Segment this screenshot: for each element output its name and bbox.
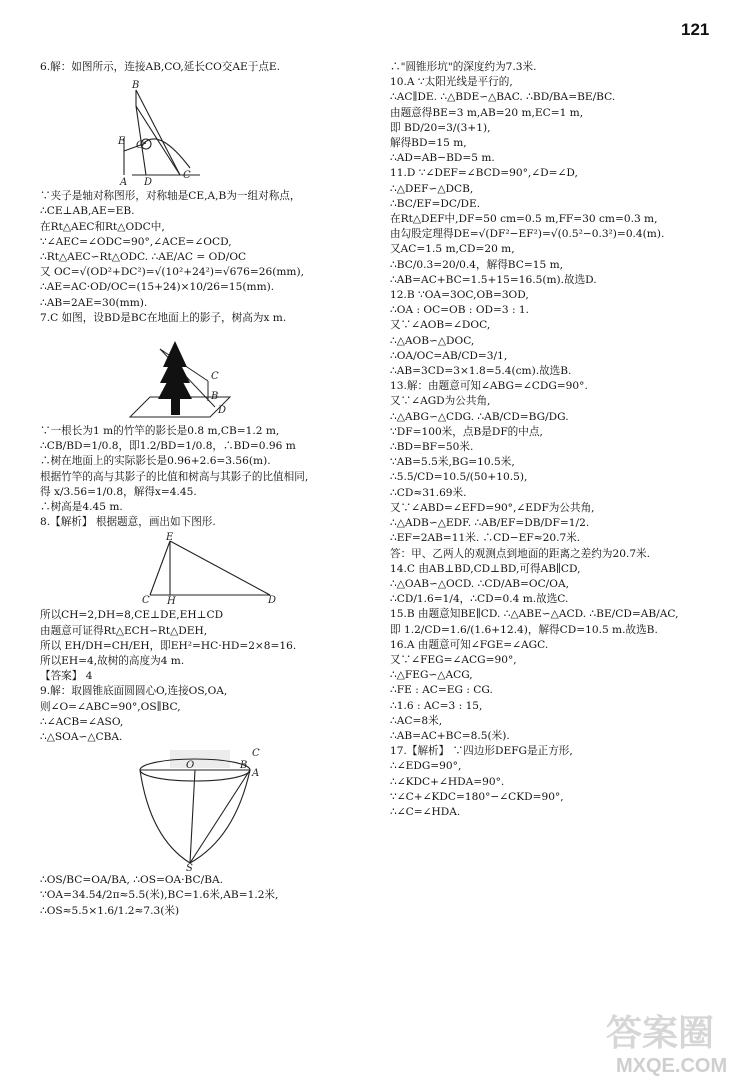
sol-13-line-9: 又∵∠ABD=∠EFD=90°,∠EDF为公共角, <box>390 501 595 514</box>
sol-6-line-8: ∴AE=AC·OD/OC=(15+24)×10/26=15(mm). <box>40 281 275 294</box>
sol-10-line-2: ∴AC∥DE. ∴△BDE∽△BAC. ∴BD/BA=BE/BC. <box>390 91 616 104</box>
sol-9-line-4: ∴△SOA∽△CBA. <box>40 731 123 744</box>
sol-11-line-8: ∴AB=AC+BC=1.5+15=16.5(m).故选D. <box>390 273 597 286</box>
sol-11-line-1: 11.D ∵∠DEF=∠BCD=90°,∠D=∠D, <box>390 167 578 180</box>
sol-17-line-1: 17.【解析】 ∵四边形DEFG是正方形, <box>390 745 573 758</box>
sol-13-line-6: ∵AB=5.5米,BG=10.5米, <box>390 456 515 469</box>
sol-7-line-4: ∴树在地面上的实际影长是0.96+2.6=3.56(m). <box>40 455 271 468</box>
sol-13-line-4: ∵DF=100米，点B是DF的中点, <box>390 425 543 438</box>
sol-14-line-1: 14.C 由AB⊥BD,CD⊥BD,可得AB∥CD, <box>390 562 581 575</box>
sol-13-line-11: ∴EF=2AB=11米. ∴CD−EF≈20.7米. <box>390 532 581 545</box>
figure-7-tree <box>40 329 227 421</box>
sol-14-line-2: ∴△OAB∽△OCD. ∴CD/AB=OC/OA, <box>390 577 569 590</box>
sol-8-line-5: 所以EH=4,故树的高度为4 m. <box>40 655 185 668</box>
sol-15-line-1: 15.B 由题意知BE∥CD. ∴△ABE∽△ACD. ∴BE/CD=AB/AC, <box>390 608 679 621</box>
page-number: 121 <box>681 20 710 39</box>
sol-9-line-2: 则∠O=∠ABC=90°,OS∥BC, <box>40 700 181 713</box>
sol-13-line-10: ∴△ADB∽△EDF. ∴AB/EF=DB/DF=1/2. <box>390 517 590 530</box>
sol-17-line-2: ∴∠EDG=90°, <box>390 760 462 773</box>
sol-9-line-3: ∴∠ACB=∠ASO, <box>40 715 124 728</box>
sol-17-line-3: ∴∠KDC+∠HDA=90°. <box>390 775 505 788</box>
sol-7-line-7: ∴树高是4.45 m. <box>40 501 123 514</box>
sol-10-line-4: 即 BD/20=3/(3+1), <box>390 121 491 134</box>
label-D: D <box>268 595 277 607</box>
sol-12-line-3: 又∵∠AOB=∠DOC, <box>390 319 491 332</box>
sol-7-line-1: 7.C 如图，设BD是BC在地面上的影子，树高为x m. <box>40 311 287 324</box>
sol-13-answer: 答：甲、乙两人的观测点到地面的距离之差约为20.7米. <box>390 547 651 560</box>
sol-12-line-5: ∴OA/OC=AB/CD=3/1, <box>390 349 508 362</box>
sol-11-line-7: ∴BC/0.3=20/0.4，解得BC=15 m, <box>390 258 564 271</box>
sol-17-line-5: ∴∠C=∠HDA. <box>390 805 461 818</box>
sol-6-line-2: ∵夹子是轴对称图形，对称轴是CE,A,B为一组对称点， <box>40 190 301 203</box>
sol-13-line-3: ∴△ABG∽△CDG. ∴AB/CD=BG/DG. <box>390 410 569 423</box>
sol-7-line-6: 得 x/3.56=1/0.8，解得x=4.45. <box>40 485 197 498</box>
sol-16-line-3: ∴△FEG∽△ACG, <box>390 669 473 682</box>
sol-6-line-1: 6.解：如图所示，连接AB,CO,延长CO交AE于点E. <box>40 61 281 73</box>
sol-7-line-5: 根据竹竿的高与其影子的比值和树高与其影子的比值相同, <box>40 470 309 483</box>
sol-9-line-6: ∵OA=34.54/2π≈5.5(米),BC=1.6米,AB=1.2米, <box>40 889 279 902</box>
label-A: A <box>252 768 260 780</box>
label-E: E <box>166 532 174 544</box>
label-D: D <box>218 405 227 417</box>
sol-11-line-4: 在Rt△DEF中,DF=50 cm=0.5 m,FF=30 cm=0.3 m, <box>390 213 658 226</box>
label-C: C <box>252 748 260 760</box>
figure-9-cone-pit <box>40 748 260 875</box>
sol-6-line-5: ∵∠AEC=∠ODC=90°,∠ACE=∠OCD, <box>40 235 232 248</box>
sol-11-line-5: 由勾股定理得DE=√(DF²−EF²)=√(0.5²−0.3²)=0.4(m). <box>390 228 665 241</box>
sol-13-line-2: 又∵∠AGD为公共角, <box>390 395 491 408</box>
label-O: O <box>136 140 145 152</box>
sol-10-line-1: 10.A ∵太阳光线是平行的, <box>390 76 513 89</box>
right-column <box>390 60 720 820</box>
label-C: C <box>142 595 150 607</box>
label-B: B <box>132 80 140 92</box>
sol-14-line-3: ∴CD/1.6=1/4，∴CD=0.4 m.故选C. <box>390 593 569 606</box>
label-A: A <box>120 177 128 189</box>
sol-17-line-4: ∵∠C+∠KDC=180°−∠CKD=90°, <box>390 790 564 803</box>
sol-9-line-7: ∴OS≈5.5×1.6/1.2≈7.3(米) <box>40 904 180 917</box>
sol-10-line-5: 解得BD=15 m, <box>390 137 467 150</box>
sol-13-line-1: 13.解：由题意可知∠ABG=∠CDG=90°. <box>390 380 588 393</box>
sol-9-line-5: ∴OS/BC=OA/BA, ∴OS=OA·BC/BA. <box>40 874 224 887</box>
figure-6-clip <box>40 78 200 189</box>
sol-16-line-5: ∴1.6 : AC=3 : 15, <box>390 699 483 712</box>
sol-7-line-3: ∴CB/BD=1/0.8，即1.2/BD=1/0.8，∴BD=0.96 m <box>40 440 296 453</box>
sol-11-line-3: ∴BC/EF=DC/DE. <box>390 197 481 210</box>
sol-12-line-4: ∴△AOB∽△DOC, <box>390 334 475 347</box>
sol-6-line-6: ∴Rt△AEC∽Rt△ODC. ∴AE/AC = OD/OC <box>40 251 247 264</box>
sol-6-line-9: ∴AB=2AE=30(mm). <box>40 296 148 309</box>
sol-8-line-4: 所以 EH/DH=CH/EH，即EH²=HC·HD=2×8=16. <box>40 639 297 652</box>
left-column <box>40 60 370 919</box>
watermark-logo <box>598 1005 748 1083</box>
sol-13-line-8: ∴CD≈31.69米. <box>390 486 467 499</box>
sol-8-line-2: 所以CH=2,DH=8,CE⊥DE,EH⊥CD <box>40 609 224 622</box>
sol-16-line-4: ∴FE : AC=EG : CG. <box>390 684 493 697</box>
sol-16-line-2: 又∵∠FEG=∠ACG=90°, <box>390 653 517 666</box>
sol-11-line-6: 又AC=1.5 m,CD=20 m, <box>390 243 515 256</box>
label-C: C <box>211 371 219 383</box>
sol-6-line-3: ∴CE⊥AB,AE=EB. <box>40 205 135 218</box>
label-H: H <box>167 596 176 608</box>
sol-9-line-1: 9.解：取圆锥底面圆圆心O,连接OS,OA, <box>40 685 228 698</box>
sol-13-line-5: ∴BD=BF=50米. <box>390 441 474 454</box>
label-B: B <box>240 760 248 772</box>
sol-10-line-3: 由题意得BE=3 m,AB=20 m,EC=1 m, <box>390 106 584 119</box>
sol-16-line-1: 16.A 由题意可知∠FGE=∠AGC. <box>390 638 549 651</box>
sol-12-line-6: ∴AB=3CD=3×1.8=5.4(cm).故选B. <box>390 365 572 378</box>
label-C: C <box>183 170 191 182</box>
label-D: D <box>144 177 153 189</box>
sol-6-line-4: 在Rt△AEC和Rt△ODC中, <box>40 220 165 233</box>
sol-16-line-6: ∴AC=8米, <box>390 714 443 727</box>
sol-7-line-2: ∵一根长为1 m的竹竿的影长是0.8 m,CB=1.2 m, <box>40 425 280 438</box>
sol-15-line-2: 即 1.2/CD=1.6/(1.6+12.4)，解得CD=10.5 m.故选B. <box>390 623 658 636</box>
label-B: B <box>211 391 219 403</box>
sol-8-answer: 【答案】 4 <box>40 670 93 683</box>
sol-10-line-6: ∴AD=AB−BD=5 m. <box>390 152 495 165</box>
watermark-url: MXQE.COM <box>616 1055 728 1077</box>
label-E: E <box>118 136 126 148</box>
figure-8-triangle <box>40 532 277 608</box>
sol-12-line-1: 12.B ∵OA=3OC,OB=3OD, <box>390 289 529 302</box>
sol-6-line-7: 又 OC=√(OD²+DC²)=√(10²+24²)=√676=26(mm), <box>40 266 304 279</box>
sol-8-line-1: 8.【解析】 根据题意，画出如下图形. <box>40 516 216 529</box>
watermark-text: 答案圈 <box>606 1012 715 1053</box>
sol-11-line-2: ∴△DEF∽△DCB, <box>390 182 474 195</box>
label-O: O <box>186 760 195 772</box>
label-S: S <box>186 863 193 875</box>
sol-13-line-7: ∴5.5/CD=10.5/(50+10.5), <box>390 471 528 484</box>
sol-8-line-3: 由题意可证得Rt△ECH∽Rt△DEH, <box>40 624 208 637</box>
sol-9-conclusion: ∴"圆锥形坑"的深度约为7.3米. <box>390 61 537 73</box>
sol-12-line-2: ∴OA : OC=OB : OD=3 : 1. <box>390 304 530 317</box>
sol-16-line-7: ∴AB=AC+BC=8.5(米). <box>390 729 510 742</box>
